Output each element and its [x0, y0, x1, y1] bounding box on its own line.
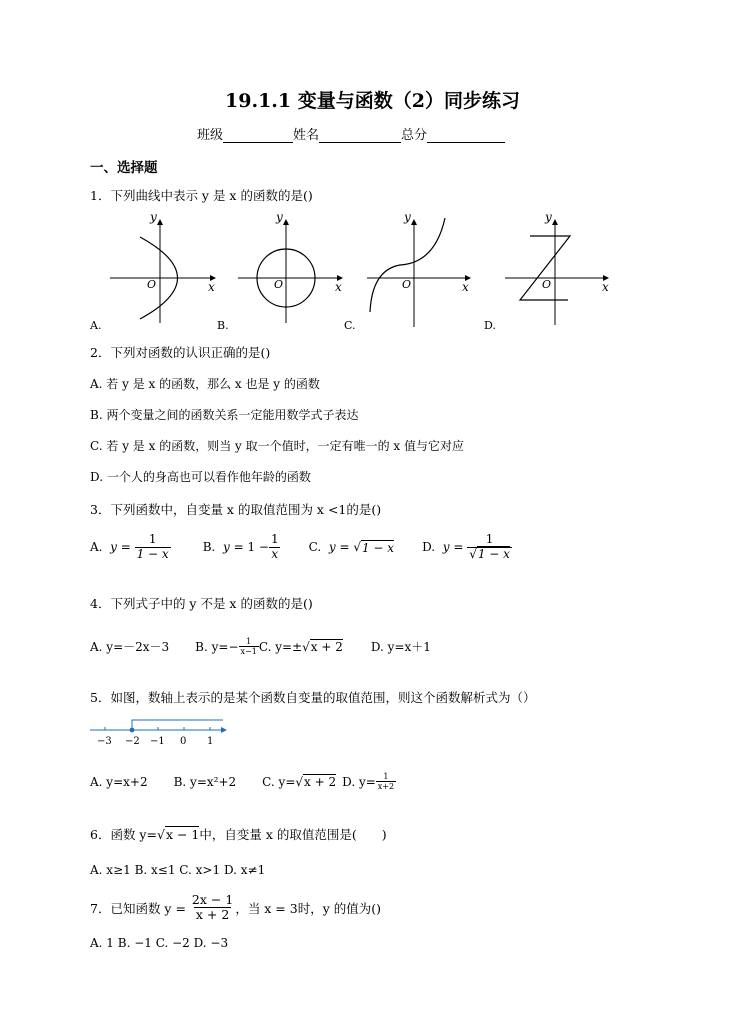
graph-c[interactable]: [344, 210, 470, 332]
q3-option-d[interactable]: D. y = $\frac{1}{√1 - x}$: [422, 532, 510, 561]
graph-a-origin: O: [147, 278, 157, 291]
score-label: 总分: [401, 128, 428, 143]
score-blank[interactable]: [427, 129, 505, 143]
q4-b-fraction: $\frac{1}{x-1}$: [240, 637, 257, 657]
graph-a-x: x: [208, 280, 215, 294]
tick-minus-1: −1: [150, 736, 165, 747]
class-label: 班级: [197, 128, 224, 143]
q7-options[interactable]: A. 1 B. −1 C. −2 D. −3: [90, 936, 229, 950]
graph-b-label: B.: [217, 319, 229, 332]
q3-d-fraction: $\frac{1}{√1 - x}$: [469, 532, 510, 561]
tick-minus-3: −3: [97, 736, 112, 747]
q3-option-b[interactable]: B. y = 1 − $\frac{1}{x}$: [202, 532, 279, 561]
graph-d-origin: O: [542, 278, 552, 291]
name-blank[interactable]: [319, 129, 401, 143]
question-2: 2．下列对函数的认识正确的是(): [90, 345, 271, 360]
graph-d[interactable]: [484, 210, 609, 332]
q5-option-a[interactable]: A. y=x+2: [90, 774, 148, 789]
page-title: 19.1.1 变量与函数（2）同步练习: [225, 90, 520, 112]
q4-option-a[interactable]: A. y=－2x－3: [90, 640, 170, 655]
q1-graphs: [90, 205, 630, 340]
q5-d-fraction: $\frac{1}{x+2}$: [377, 772, 395, 792]
q4-option-c[interactable]: C. y=± √ x + 2: [258, 639, 343, 655]
student-info: [197, 124, 505, 143]
graph-b[interactable]: [217, 210, 342, 332]
q5-number-line: [88, 714, 233, 748]
q3-option-a[interactable]: A. y = $\frac{1}{1 - x}$: [90, 532, 169, 561]
question-3: 3．下列函数中，自变量 x 的取值范围为 x <1的是(): [90, 502, 382, 517]
q3-a-fraction: $\frac{1}{1 - x}$: [136, 532, 169, 561]
q4-options: [90, 637, 431, 656]
q3-option-c[interactable]: C. y = √ 1 − x: [308, 540, 395, 555]
graph-a-y: y: [150, 210, 157, 224]
q5-option-d[interactable]: D. y= $\frac{1}{x+2}$: [342, 772, 395, 792]
q2-option-a[interactable]: A. 若 y 是 x 的函数，那么 x 也是 y 的函数: [90, 377, 320, 391]
question-7: 7．已知函数 y = $\frac{2x - 1}{x + 2}$ ，当 x = 3时，y 的值为(): [90, 892, 381, 923]
q7-fraction: $\frac{2x - 1}{x + 2}$: [191, 892, 234, 923]
q2-option-c[interactable]: C. 若 y 是 x 的函数，则当 y 取一个值时，一定有唯一的 x 值与它对应: [90, 439, 464, 453]
graph-c-label: C.: [344, 319, 356, 332]
q4-option-d[interactable]: D. y=x＋1: [370, 640, 431, 655]
q5-option-c[interactable]: C. y= √ x + 2: [262, 774, 337, 790]
q6-options[interactable]: A. x≥1 B. x≤1 C. x>1 D. x≠1: [90, 863, 266, 877]
q2-option-d[interactable]: D. 一个人的身高也可以看作他年龄的函数: [90, 470, 311, 484]
graph-c-x: x: [462, 280, 469, 294]
graph-a-label: A.: [90, 319, 102, 332]
tick-0: 0: [180, 736, 187, 747]
q2-option-b[interactable]: B. 两个变量之间的函数关系一定能用数学式子表达: [90, 408, 359, 422]
section-heading: 一、选择题: [90, 160, 158, 176]
question-1: 1．下列曲线中表示 y 是 x 的函数的是(): [90, 188, 313, 203]
graph-d-x: x: [602, 280, 609, 294]
q5-option-b[interactable]: B. y=x²+2: [173, 774, 237, 789]
question-6: 6．函数 y= √ x − 1 中，自变量 x 的取值范围是( ): [90, 826, 387, 842]
tick-1: 1: [207, 736, 214, 747]
q3-b-fraction: $\frac{1}{x}$: [270, 532, 279, 561]
graph-a[interactable]: [90, 210, 215, 332]
class-blank[interactable]: [223, 129, 293, 143]
graph-d-y: y: [545, 210, 552, 224]
question-5: 5．如图，数轴上表示的是某个函数自变量的取值范围，则这个函数解析式为（）: [90, 690, 536, 705]
q3-options: [90, 533, 512, 562]
tick-minus-2: −2: [125, 736, 140, 747]
q5-options: [90, 772, 396, 791]
name-label: 姓名: [293, 128, 320, 143]
graph-b-y: y: [276, 210, 283, 224]
graph-b-x: x: [335, 280, 342, 294]
q4-option-b[interactable]: B. y=− $\frac{1}{x-1}$: [195, 637, 257, 657]
graph-b-origin: O: [274, 278, 284, 291]
graph-d-label: D.: [484, 319, 496, 332]
question-4: 4．下列式子中的 y 不是 x 的函数的是(): [90, 596, 313, 611]
graph-c-y: y: [404, 210, 411, 224]
graph-c-origin: O: [402, 278, 412, 291]
